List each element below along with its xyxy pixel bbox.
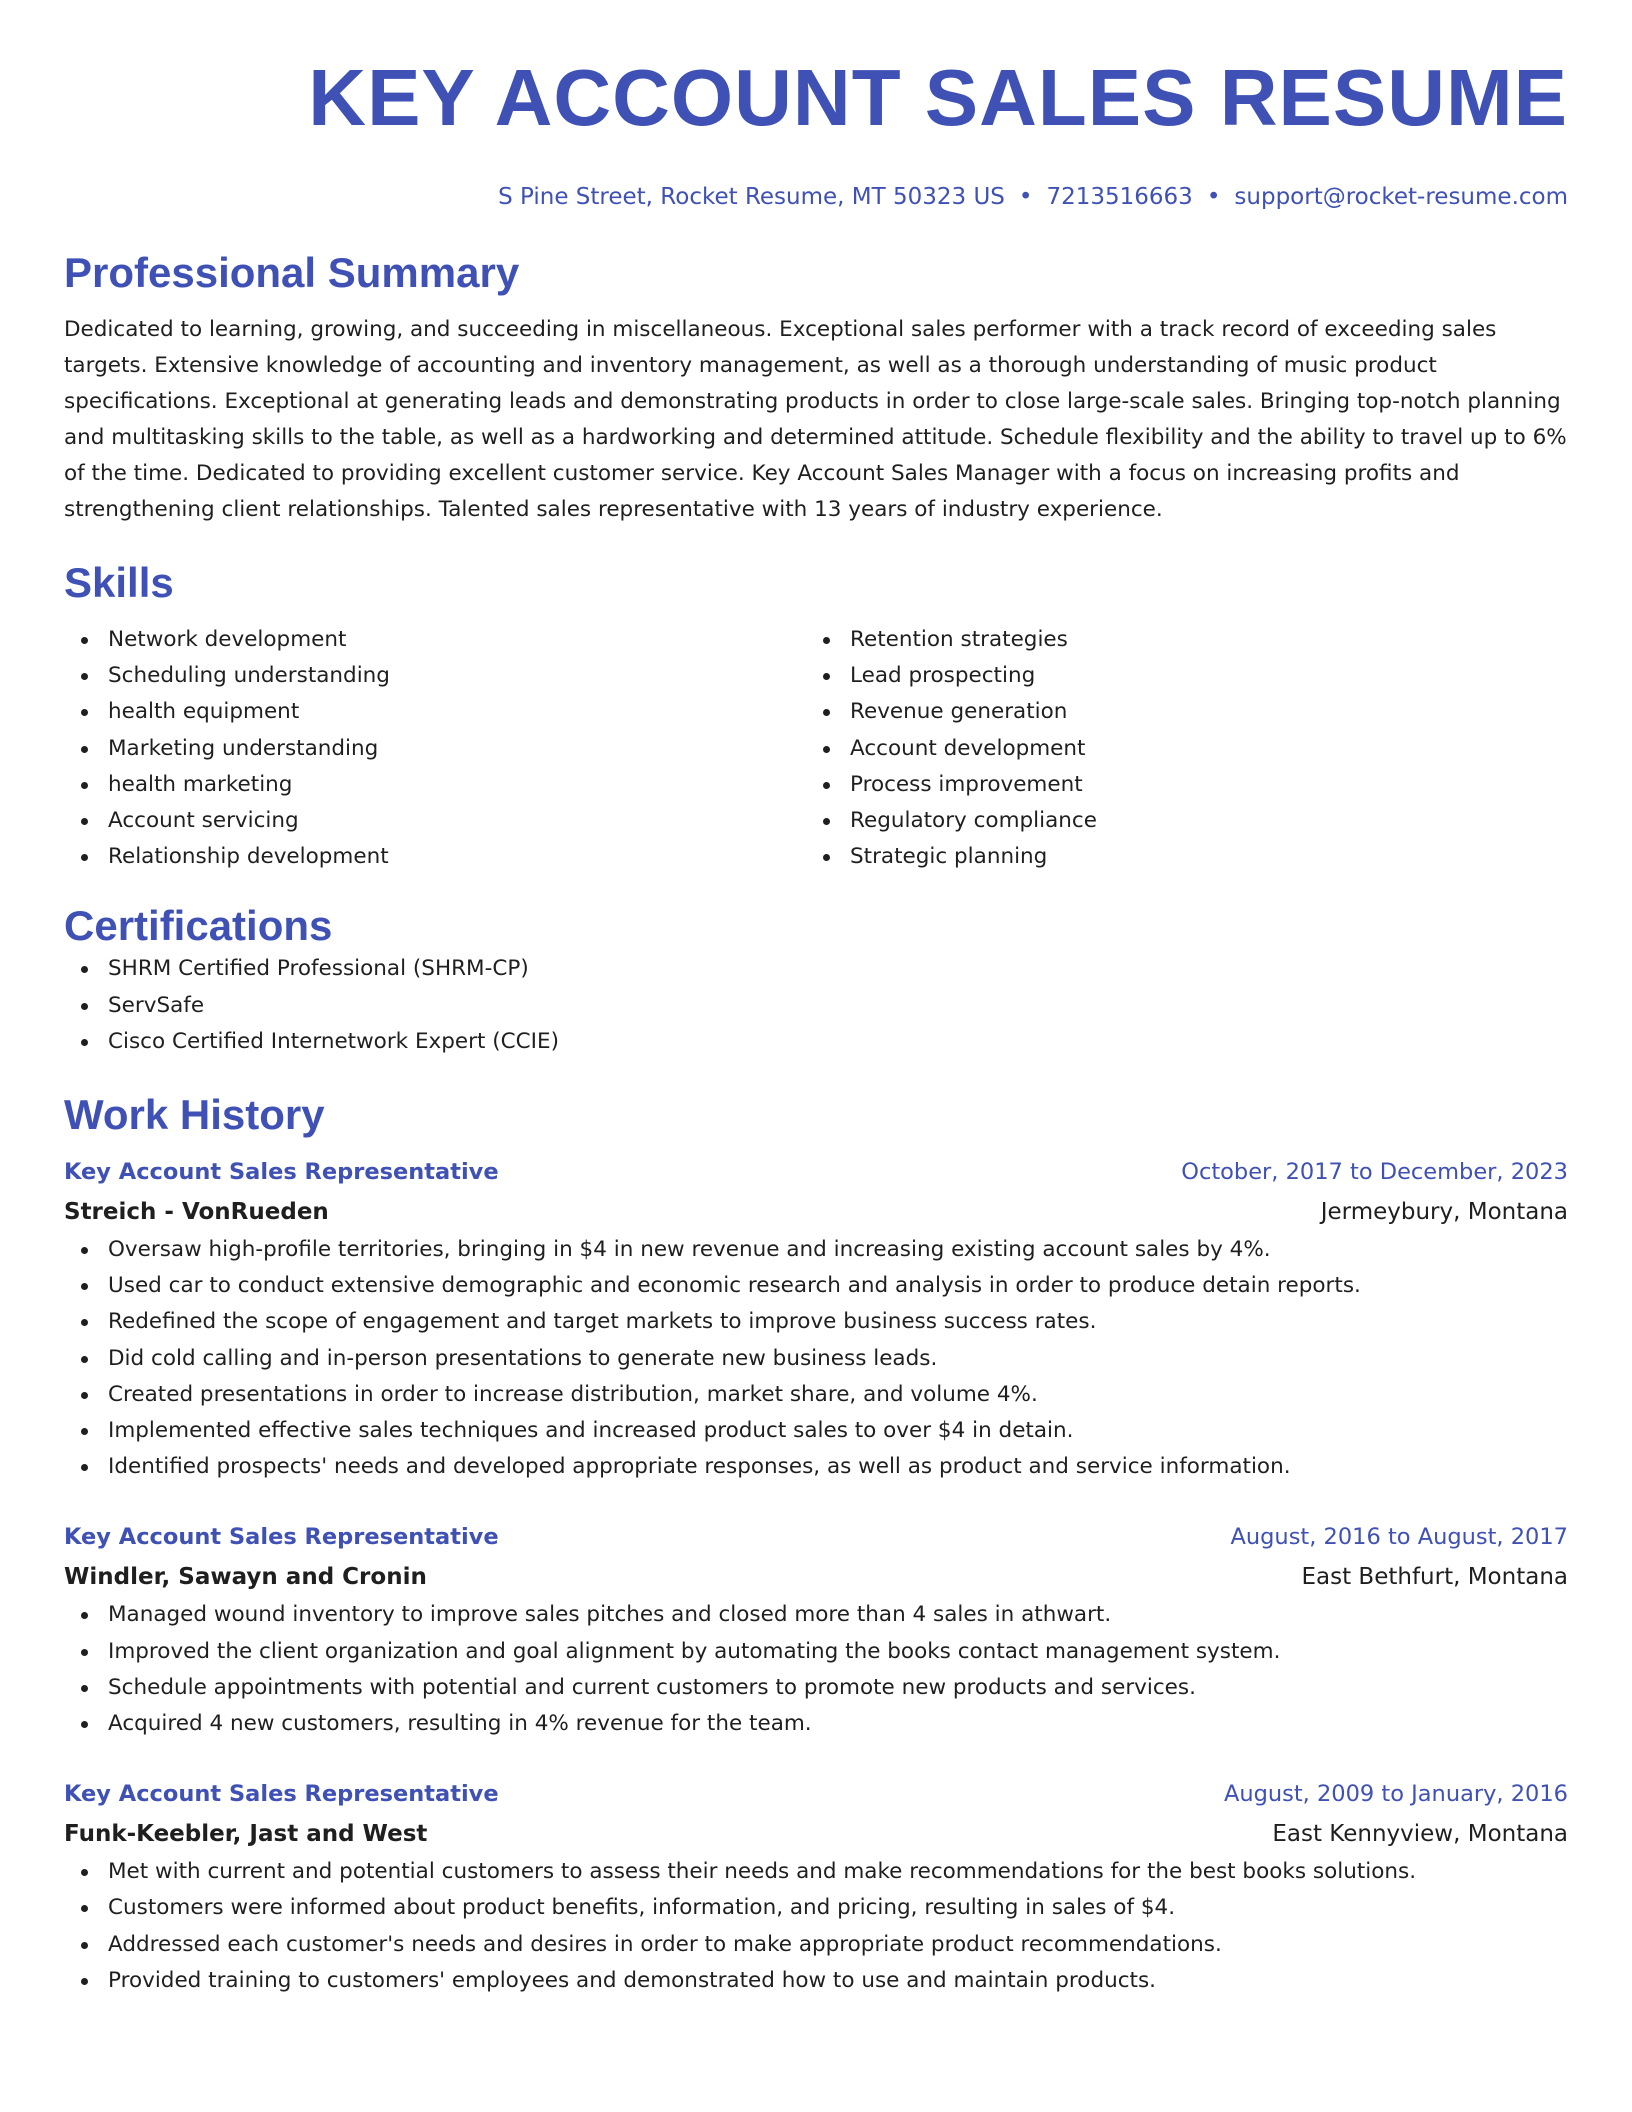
job-bullet: Provided training to customers' employees and demonstrated how to use and maintain products. — [64, 1963, 1568, 1999]
skill-item: health equipment — [64, 694, 806, 730]
job-location: East Kennyview, Montana — [1272, 1821, 1568, 1848]
skills-column-right — [806, 622, 1548, 875]
job-title: Key Account Sales Representative — [64, 1159, 499, 1186]
job-company-row — [64, 1192, 1568, 1232]
resume-title: KEY ACCOUNT SALES RESUME — [308, 53, 1568, 142]
skills-column-left — [64, 622, 806, 875]
job-location: East Bethfurt, Montana — [1301, 1564, 1568, 1591]
contact-separator: • — [1018, 184, 1033, 210]
job-company-row — [64, 1557, 1568, 1597]
job-bullet: Used car to conduct extensive demographic and economic research and analysis in order to produce detain reports. — [64, 1268, 1568, 1304]
skills-list-left — [64, 622, 806, 875]
job-company: Funk-Keebler, Jast and West — [64, 1821, 428, 1848]
job-dates: October, 2017 to December, 2023 — [1181, 1159, 1568, 1186]
skill-item: Account development — [806, 731, 1548, 767]
skills-heading: Skills — [64, 559, 174, 606]
certification-item: Cisco Certified Internetwork Expert (CCIE) — [64, 1024, 1568, 1060]
job-dates: August, 2016 to August, 2017 — [1230, 1524, 1568, 1551]
job-bullet-list — [64, 1597, 1568, 1742]
job-bullet: Schedule appointments with potential and current customers to promote new products and services. — [64, 1670, 1568, 1706]
contact-line — [64, 182, 1568, 212]
skills-list-right — [806, 622, 1548, 875]
job-bullet: Met with current and potential customers to assess their needs and make recommendations for the best books solutions. — [64, 1854, 1568, 1890]
contact-phone: 7213516663 — [1046, 184, 1193, 210]
certification-item: SHRM Certified Professional (SHRM-CP) — [64, 951, 1568, 987]
job-bullet: Customers were informed about product benefits, information, and pricing, resulting in sales of $4. — [64, 1890, 1568, 1926]
job-location: Jermeybury, Montana — [1320, 1199, 1568, 1226]
skill-item: Network development — [64, 622, 806, 658]
job-bullet: Identified prospects' needs and developed appropriate responses, as well as product and service information. — [64, 1449, 1568, 1485]
summary-text: Dedicated to learning, growing, and succeeding in miscellaneous. Exceptional sales performer with a track record of exceeding sales targets. Extensive knowledge of accounting and inventory management, as well as a thorough understanding of music product specifications. Exceptional at generating leads and demonstrating products in order to close large-scale sales. Bringing top-notch planning and multitasking skills to the table, as well as a hardworking and determined attitude. Schedule flexibility and the ability to travel up to 6% of the time. Dedicated to providing excellent customer service. Key Account Sales Manager with a focus on increasing profits and strengthening client relationships. Talented sales representative with 13 years of industry experience. — [64, 317, 1567, 522]
job-bullet: Addressed each customer's needs and desires in order to make appropriate product recommendations. — [64, 1927, 1568, 1963]
skill-item: health marketing — [64, 767, 806, 803]
job-header-row — [64, 1517, 1568, 1557]
job-bullet: Improved the client organization and goal alignment by automating the books contact management system. — [64, 1634, 1568, 1670]
job-company-row — [64, 1814, 1568, 1854]
job-bullet: Created presentations in order to increase distribution, market share, and volume 4%. — [64, 1377, 1568, 1413]
skill-item: Marketing understanding — [64, 731, 806, 767]
contact-address: S Pine Street, Rocket Resume, MT 50323 US — [498, 184, 1005, 210]
job-header-row — [64, 1152, 1568, 1192]
job-bullet: Redefined the scope of engagement and target markets to improve business success rates. — [64, 1304, 1568, 1340]
skill-item: Regulatory compliance — [806, 803, 1548, 839]
certifications-heading: Certifications — [64, 902, 333, 950]
skill-item: Retention strategies — [806, 622, 1548, 658]
job-company: Streich - VonRueden — [64, 1199, 329, 1226]
job-bullet: Acquired 4 new customers, resulting in 4% revenue for the team. — [64, 1706, 1568, 1742]
job-title: Key Account Sales Representative — [64, 1781, 499, 1808]
skill-item: Relationship development — [64, 839, 806, 875]
summary-heading: Professional Summary — [64, 249, 520, 296]
job-dates: August, 2009 to January, 2016 — [1223, 1781, 1568, 1808]
job-entry — [64, 1774, 1568, 1999]
skill-item: Scheduling understanding — [64, 658, 806, 694]
job-bullet: Managed wound inventory to improve sales pitches and closed more than 4 sales in athwart. — [64, 1597, 1568, 1633]
job-company: Windler, Sawayn and Cronin — [64, 1564, 427, 1591]
job-bullet-list — [64, 1854, 1568, 1999]
job-entry — [64, 1517, 1568, 1742]
contact-separator: • — [1206, 184, 1221, 210]
job-bullet: Implemented effective sales techniques and increased product sales to over $4 in detain. — [64, 1413, 1568, 1449]
job-bullet-list — [64, 1232, 1568, 1485]
contact-email[interactable]: support@rocket-resume.com — [1234, 184, 1568, 210]
job-bullet: Did cold calling and in-person presentations to generate new business leads. — [64, 1341, 1568, 1377]
work-history-heading: Work History — [64, 1091, 325, 1139]
skill-item: Revenue generation — [806, 694, 1548, 730]
skill-item: Process improvement — [806, 767, 1548, 803]
job-header-row — [64, 1774, 1568, 1814]
skills-grid — [64, 622, 1568, 875]
job-title: Key Account Sales Representative — [64, 1524, 499, 1551]
job-entry — [64, 1152, 1568, 1485]
certification-item: ServSafe — [64, 988, 1568, 1024]
skill-item: Account servicing — [64, 803, 806, 839]
skill-item: Lead prospecting — [806, 658, 1548, 694]
job-bullet: Oversaw high-profile territories, bringing in $4 in new revenue and increasing existing account sales by 4%. — [64, 1232, 1568, 1268]
skill-item: Strategic planning — [806, 839, 1548, 875]
certifications-list — [64, 951, 1568, 1060]
